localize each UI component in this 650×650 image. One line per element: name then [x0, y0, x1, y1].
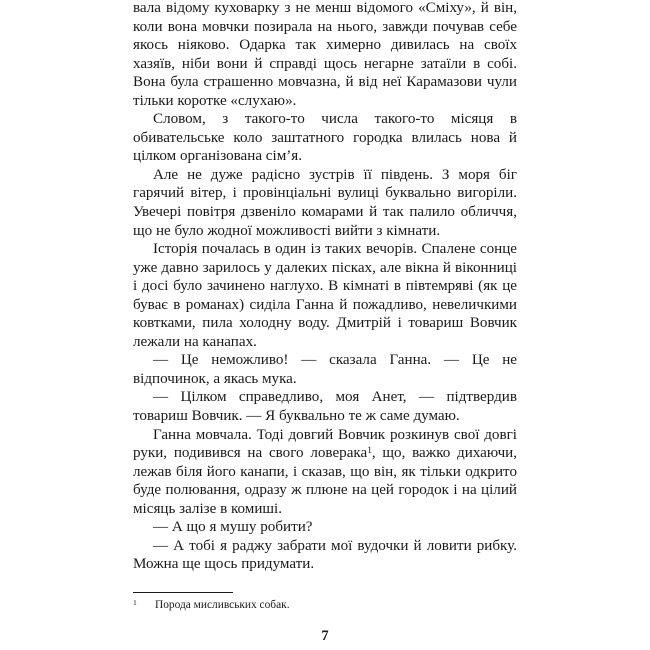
- paragraph-6-dialogue: — Цілком справедливо, моя Анет, — підтвердив товариш Вовчик. — Я буквально те ж саме думаю.: [133, 389, 517, 425]
- paragraph-3: Але не дуже радісно зустрів її південь. З моря біг гарячий вітер, і провінціальні вулиці буквально вигоріли. Увечері повітря дзвеніло комарами й так палило обличчя, що не було жодної можливості вийти з кімнати.: [133, 166, 517, 239]
- footnote-entry: [133, 598, 517, 613]
- paragraph-8-dialogue: — А що я мушу робити?: [153, 519, 313, 536]
- footnote-area: [133, 592, 517, 613]
- paragraph-1: вала відому куховарку з не менш відомого «Сміху», й він, коли вона мовчки позирала на нього, завжди почував себе якось ніяково. Одарка так химерно дивилась на своїх хазяїв, ніби вони й справді щось негарне затаїли в собі. Вона була страшенно мовчазна, й від неї Карамазови чули тільки коротке «слухаю».: [133, 0, 517, 109]
- footnote-text: Порода мисливських собак.: [155, 599, 290, 611]
- paragraph-2: Словом, з такого-то числа такого-то місяця в обивательське коло заштатного городка влилась нова й цілком організована сім’я.: [133, 111, 517, 165]
- footnote-reference-marker[interactable]: 1: [367, 446, 372, 457]
- paragraph-7-text-after-marker: , що, важко дихаючи, лежав біля його канапи, і сказав, що він, як тільки одкрито буде полювання, одразу ж плюне на цей городок і на цілий місяць залізе в комиші.: [133, 445, 518, 517]
- page-number: 7: [321, 628, 329, 644]
- footnote-separator-rule: [133, 592, 233, 593]
- body-text-column: [133, 0, 517, 574]
- paragraph-7-text-before-marker: Ганна мовчала. Тоді довгий Вовчик розкинув свої довгі руки, подивився на свого ловерака: [133, 426, 517, 462]
- paragraph-5-dialogue: — Це неможливо! — сказала Ганна. — Це не відпочинок, а якась мука.: [133, 352, 517, 387]
- paragraph-9-dialogue: — А тобі я раджу забрати мої вудочки й ловити рибку. Можна ще щось придумати.: [133, 537, 517, 573]
- paragraph-4: Історія почалась в один із таких вечорів. Спалене сонце уже давно зарилось у далеких пісках, але вікна й віконниці і досі було зачинено наглухо. В кімнаті в півтемряві (як це буває в романах) сиділа Ганна й пожадливо, невеличкими ковтками, пила холодну воду. Дмитрій і товариш Вовчик лежали на канапах.: [133, 241, 517, 350]
- paragraph-7-with-footnote: [133, 426, 517, 519]
- footnote-marker: 1: [133, 597, 137, 607]
